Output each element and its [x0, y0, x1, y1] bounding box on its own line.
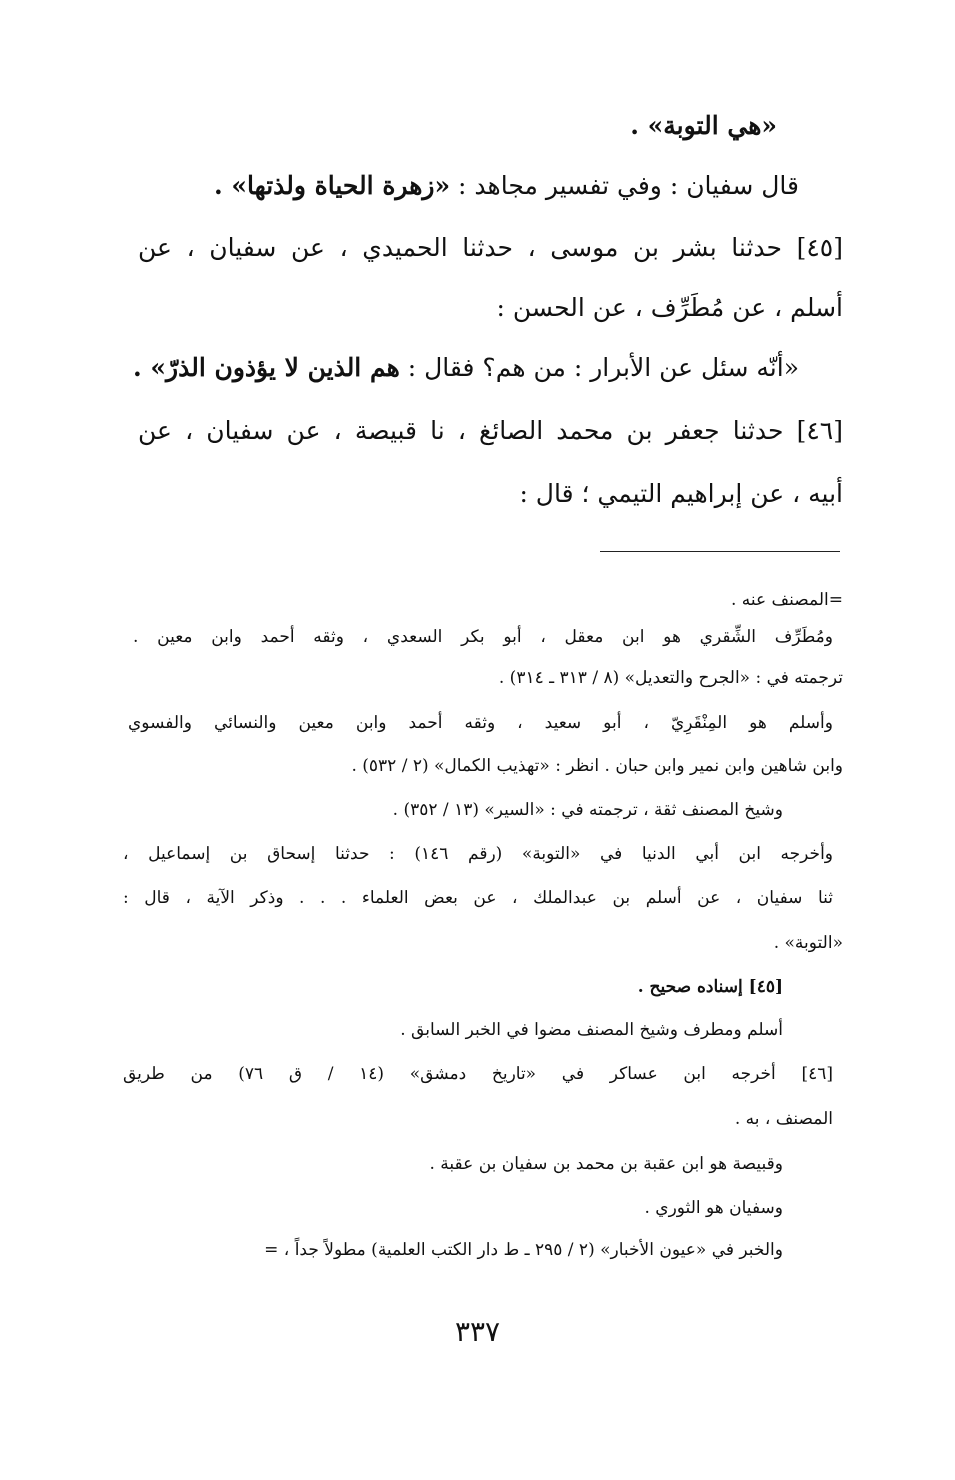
- footnote-text-1: =المصنف عنه .: [730, 590, 843, 610]
- main-line-2-text: قال سفيان : وفي تفسير مجاهد :: [450, 171, 799, 200]
- footnote-line-4: [128, 709, 833, 737]
- footnote-line-15: [644, 1194, 783, 1222]
- footnote-line-3: [499, 664, 843, 692]
- main-line-7-text: أبيه ، عن إبراهيم التيمي ؛ قال :: [519, 479, 843, 508]
- footnote-line-13: [735, 1105, 833, 1133]
- main-line-7: [519, 474, 843, 514]
- footnote-text-9: «التوبة» .: [773, 933, 843, 953]
- footnote-text-10: [٤٥] إسناده صحيح .: [637, 977, 783, 997]
- main-line-3-text: [٤٥] حدثنا بشر بن موسى ، حدثنا الحميدي ، عن سفيان ، عن: [138, 233, 843, 262]
- footnote-line-14: [430, 1150, 784, 1178]
- main-line-2-bold: «زهرة الحياة ولذتها» .: [214, 171, 451, 200]
- footnote-line-10: [638, 973, 783, 1001]
- footnote-text-3: ترجمته في : «الجرح والتعديل» (٨ / ٣١٣ ـ ٣١٤) .: [498, 668, 843, 688]
- footnote-text-6: وشيخ المصنف ثقة ، ترجمته في : «السير» (١٣ / ٣٥٢) .: [392, 800, 783, 820]
- footnote-text-13: المصنف ، به .: [734, 1109, 833, 1129]
- page-number: ٣٣٧: [454, 1315, 501, 1348]
- footnote-text-4: وأسلم هو المِنْقَرِيّ ، أبو سعيد ، وثقه أحمد وابن معين والنسائي والفسوي: [128, 713, 833, 733]
- main-line-4: [496, 288, 843, 328]
- quote-bold: «هي التوبة» .: [630, 111, 777, 140]
- footnote-line-11: [400, 1016, 783, 1044]
- footnote-line-6: [393, 796, 783, 824]
- footnote-line-2: [133, 623, 833, 651]
- footnote-text-11: أسلم ومطرف وشيخ المصنف مضوا في الخبر السابق .: [400, 1020, 783, 1040]
- main-line-1: [630, 106, 777, 146]
- footnote-text-15: وسفيان هو الثوري .: [644, 1198, 783, 1218]
- footnote-line-1: [731, 586, 843, 614]
- footnote-line-5: [351, 752, 843, 780]
- footnote-text-14: وقبيصة هو ابن عقبة بن محمد بن سفيان بن عقبة .: [429, 1154, 783, 1174]
- footnote-text-8: ثنا سفيان ، عن أسلم بن عبدالملك ، عن بعض العلماء . . . وذكر الآية ، قال :: [123, 888, 833, 908]
- footnote-text-7: وأخرجه ابن أبي الدنيا في «التوبة» (رقم ١٤٦) : حدثنا إسحاق بن إسماعيل ،: [123, 844, 833, 864]
- main-line-5-bold: هم الذين لا يؤذون الذرّ» .: [132, 353, 400, 382]
- footnote-text-2: ومُطَرِّف الشِّقري هو ابن معقل ، أبو بكر السعدي ، وثقه أحمد وابن معين .: [133, 627, 833, 647]
- main-line-3: [138, 228, 843, 268]
- footnote-text-12: [٤٦] أخرجه ابن عساكر في «تاريخ دمشق» (١٤ / ق ٧٦) من طريق: [123, 1064, 833, 1084]
- footnote-text-16: والخبر في «عيون الأخبار» (٢ / ٢٩٥ ـ ط دار الكتب العلمية) مطولاً جداً ، =: [264, 1240, 783, 1260]
- footnote-line-9: [774, 929, 843, 957]
- main-line-6-text: [٤٦] حدثنا جعفر بن محمد الصائغ ، نا قبيصة ، عن سفيان ، عن: [138, 416, 843, 445]
- footnote-line-8: [123, 884, 833, 912]
- main-line-5-text: «أنّه سئل عن الأبرار : من هم؟ فقال :: [399, 353, 799, 382]
- footnote-line-16: [264, 1236, 783, 1264]
- footnote-line-7: [123, 840, 833, 868]
- footnote-text-5: وابن شاهين وابن نمير وابن حبان . انظر : «تهذيب الكمال» (٢ / ٥٣٢) .: [351, 756, 843, 776]
- footnote-separator: [600, 551, 840, 552]
- footnote-line-12: [123, 1060, 833, 1088]
- main-line-4-text: أسلم ، عن مُطَرِّف ، عن الحسن :: [496, 293, 843, 322]
- main-line-6: [138, 411, 843, 451]
- main-line-2: [214, 166, 799, 206]
- main-line-5: [133, 348, 799, 388]
